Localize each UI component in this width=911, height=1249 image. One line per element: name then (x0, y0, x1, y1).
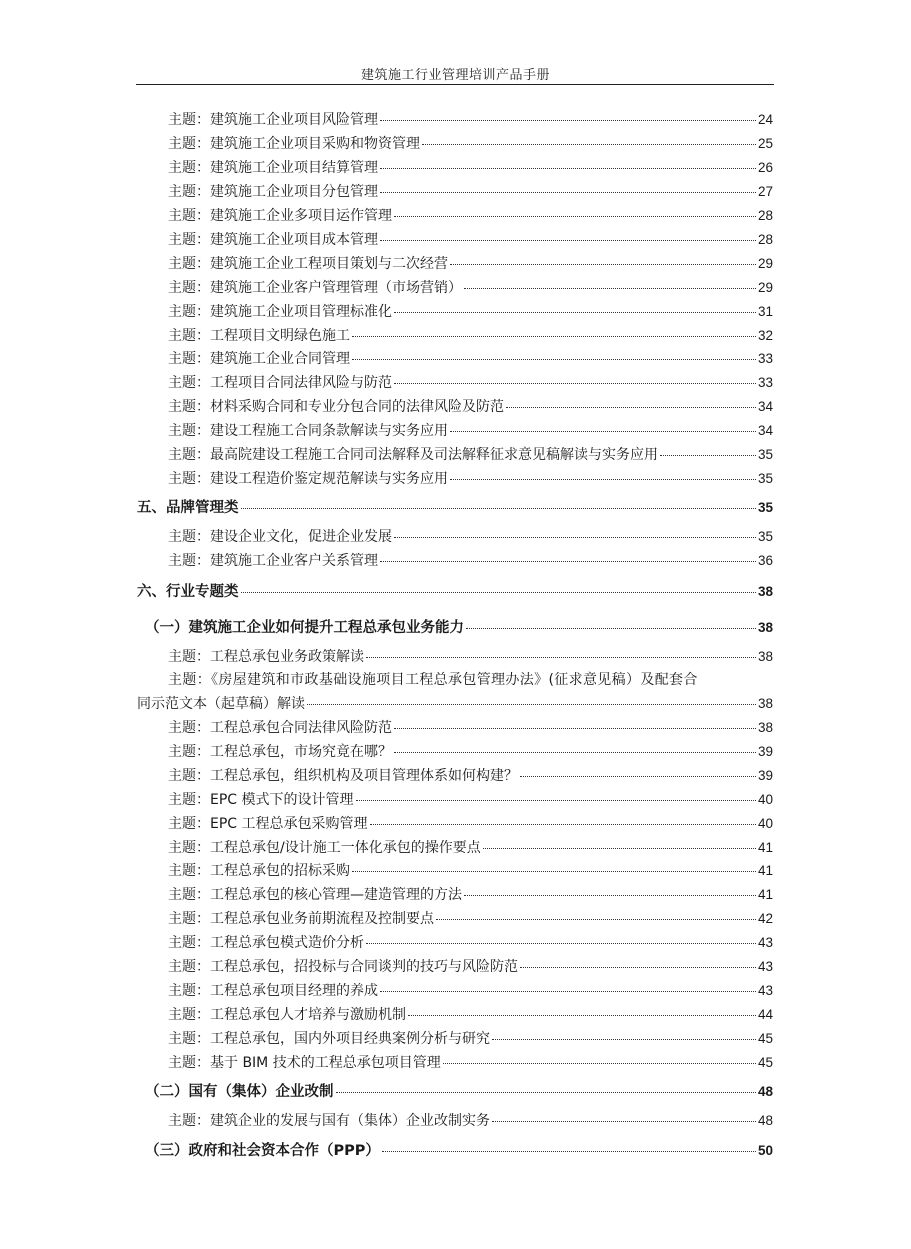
toc-page-number: 41 (757, 863, 773, 878)
toc-entry-title: 主题：建筑施工企业项目分包管理 (168, 184, 378, 200)
toc-entry[interactable] (168, 279, 773, 297)
toc-entry[interactable] (168, 958, 773, 976)
toc-subsection-entry[interactable] (145, 1142, 773, 1160)
toc-page-number: 26 (757, 160, 773, 175)
toc-subsection-entry[interactable] (145, 619, 773, 637)
dot-leader (352, 336, 756, 337)
toc-entry[interactable] (168, 1006, 773, 1024)
running-header-title: 建筑施工行业管理培训产品手册 (360, 68, 550, 83)
toc-entry[interactable] (168, 446, 773, 464)
toc-page-number: 35 (757, 471, 773, 486)
toc-page-number: 31 (757, 304, 773, 319)
toc-entry-title: （一）建筑施工企业如何提升工程总承包业务能力 (145, 620, 464, 636)
toc-page-number: 35 (757, 529, 773, 544)
toc-entry-title: （三）政府和社会资本合作（PPP） (145, 1143, 380, 1159)
toc-entry[interactable] (168, 1030, 773, 1048)
toc-page-number: 38 (757, 620, 773, 635)
dot-leader (450, 479, 756, 480)
toc-entry[interactable] (168, 910, 773, 928)
dot-leader (307, 704, 756, 705)
dot-leader (356, 800, 756, 801)
dot-leader (394, 312, 756, 313)
toc-page-number: 36 (757, 553, 773, 568)
toc-entry[interactable] (168, 111, 773, 129)
toc-page-number: 44 (757, 1007, 773, 1022)
dot-leader (660, 455, 756, 456)
toc-entry[interactable] (168, 470, 773, 488)
dot-leader (382, 1151, 756, 1152)
toc-entry-title: 主题：工程总承包，国内外项目经典案例分析与研究 (168, 1031, 490, 1047)
toc-page-number: 45 (757, 1055, 773, 1070)
toc-entry[interactable] (168, 374, 773, 392)
dot-leader (394, 216, 756, 217)
dot-leader (408, 1015, 756, 1016)
toc-entry-title: 主题：工程总承包的招标采购 (168, 863, 350, 879)
toc-entry[interactable] (168, 231, 773, 249)
dot-leader (436, 919, 756, 920)
dot-leader (492, 1121, 756, 1122)
dot-leader (422, 144, 756, 145)
toc-entry-title: 主题：建筑施工企业项目风险管理 (168, 112, 378, 128)
dot-leader (466, 628, 756, 629)
toc-entry[interactable] (168, 552, 773, 570)
toc-entry[interactable] (168, 648, 773, 666)
toc-entry[interactable] (168, 350, 773, 368)
toc-page-number: 40 (757, 792, 773, 807)
toc-page-number: 43 (757, 959, 773, 974)
toc-entry[interactable] (168, 1054, 773, 1072)
toc-entry-title: 主题：建筑施工企业工程项目策划与二次经营 (168, 256, 448, 272)
toc-page-number: 35 (757, 500, 773, 515)
toc-entry-title: 主题：工程总承包，组织机构及项目管理体系如何构建？ (168, 768, 518, 784)
dot-leader (380, 192, 756, 193)
toc-page-number: 38 (757, 649, 773, 664)
toc-page-number: 38 (757, 720, 773, 735)
dot-leader (450, 431, 756, 432)
toc-entry-title: 主题：EPC 模式下的设计管理 (168, 792, 354, 808)
dot-leader (520, 967, 756, 968)
toc-page-number: 25 (757, 136, 773, 151)
toc-entry-title: 主题：建筑施工企业客户关系管理 (168, 553, 378, 569)
dot-leader (380, 240, 756, 241)
dot-leader (380, 991, 756, 992)
toc-page-number: 27 (757, 184, 773, 199)
dot-leader (380, 168, 756, 169)
toc-subsection-entry[interactable] (145, 1083, 773, 1101)
dot-leader (394, 752, 756, 753)
toc-page-number: 34 (757, 399, 773, 414)
toc-entry-title: 主题：工程总承包业务前期流程及控制要点 (168, 911, 434, 927)
toc-page-number: 32 (757, 328, 773, 343)
toc-page-number: 48 (757, 1113, 773, 1128)
toc-entry-title: 主题：建设工程造价鉴定规范解读与实务应用 (168, 471, 448, 487)
toc-entry-title: （二）国有（集体）企业改制 (145, 1084, 334, 1100)
toc-page-number: 39 (757, 744, 773, 759)
dot-leader (394, 728, 756, 729)
toc-page-number: 39 (757, 768, 773, 783)
toc-entry[interactable] (168, 207, 773, 225)
dot-leader (241, 508, 756, 509)
toc-page-number: 45 (757, 1031, 773, 1046)
toc-page-number: 29 (757, 280, 773, 295)
dot-leader (241, 592, 756, 593)
toc-entry[interactable] (168, 327, 773, 345)
toc-page-number: 42 (757, 911, 773, 926)
toc-entry-wrapped-line2[interactable] (137, 695, 773, 713)
toc-entry[interactable] (168, 767, 773, 785)
toc-entry-title: 主题：工程项目合同法律风险与防范 (168, 375, 392, 391)
toc-entry-title: 主题：工程项目文明绿色施工 (168, 328, 350, 344)
toc-page-number: 41 (757, 887, 773, 902)
toc-entry[interactable] (168, 815, 773, 833)
dot-leader (394, 383, 756, 384)
toc-page-number: 43 (757, 935, 773, 950)
dot-leader (483, 848, 756, 849)
toc-entry-title: 主题：建筑施工企业合同管理 (168, 351, 350, 367)
toc-page-number: 41 (757, 840, 773, 855)
toc-entry-title: 主题：建筑施工企业项目成本管理 (168, 232, 378, 248)
toc-entry[interactable] (168, 982, 773, 1000)
toc-entry-title: 主题：工程总承包，市场究竟在哪？ (168, 744, 392, 760)
toc-entry[interactable] (168, 135, 773, 153)
toc-entry[interactable] (168, 743, 773, 761)
toc-section-entry[interactable] (137, 499, 773, 517)
dot-leader (336, 1092, 756, 1093)
toc-entry-title: 主题：工程总承包合同法律风险防范 (168, 720, 392, 736)
toc-entry[interactable] (168, 183, 773, 201)
toc-entry-title: 主题：工程总承包业务政策解读 (168, 649, 364, 665)
dot-leader (443, 1063, 756, 1064)
toc-entry-title: 主题：工程总承包项目经理的养成 (168, 983, 378, 999)
toc-section-entry[interactable] (137, 583, 773, 601)
toc-entry[interactable] (168, 422, 773, 440)
dot-leader (520, 776, 756, 777)
toc-entry-title: 同示范文本（起草稿）解读 (137, 696, 305, 712)
toc-entry-title: 主题：建设工程施工合同条款解读与实务应用 (168, 423, 448, 439)
toc-entry-title: 主题：建筑施工企业多项目运作管理 (168, 208, 392, 224)
toc-page-number: 24 (757, 112, 773, 127)
toc-entry-title: 主题：工程总承包，招投标与合同谈判的技巧与风险防范 (168, 959, 518, 975)
toc-entry-title: 主题：最高院建设工程施工合同司法解释及司法解释征求意见稿解读与实务应用 (168, 447, 658, 463)
toc-entry[interactable] (168, 862, 773, 880)
toc-entry-title: 主题：建筑企业的发展与国有（集体）企业改制实务 (168, 1113, 490, 1129)
toc-entry-wrapped-line1[interactable]: 主题：《房屋建筑和市政基础设施项目工程总承包管理办法》(征求意见稿）及配套合 (168, 672, 698, 688)
dot-leader (352, 359, 756, 360)
toc-entry-title: 主题：基于 BIM 技术的工程总承包项目管理 (168, 1055, 441, 1071)
toc-entry-title: 主题：建筑施工企业客户管理管理（市场营销） (168, 280, 462, 296)
toc-entry[interactable] (168, 1112, 773, 1130)
toc-page-number: 38 (757, 696, 773, 711)
toc-entry-title: 主题：建筑施工企业项目管理标准化 (168, 304, 392, 320)
toc-entry[interactable] (168, 934, 773, 952)
toc-page-number: 33 (757, 375, 773, 390)
toc-entry[interactable] (168, 886, 773, 904)
dot-leader (492, 1039, 756, 1040)
toc-page-number: 50 (757, 1143, 773, 1158)
toc-entry-title: 主题：EPC 工程总承包采购管理 (168, 816, 368, 832)
toc-page-number: 40 (757, 816, 773, 831)
toc-entry-title: 五、品牌管理类 (137, 500, 239, 516)
toc-entry-title: 主题：建设企业文化，促进企业发展 (168, 529, 392, 545)
dot-leader (366, 657, 756, 658)
toc-entry-title: 主题：建筑施工企业项目结算管理 (168, 160, 378, 176)
toc-entry-title: 主题：工程总承包人才培养与激励机制 (168, 1007, 406, 1023)
toc-entry[interactable] (168, 159, 773, 177)
toc-entry[interactable] (168, 255, 773, 273)
toc-page-number: 35 (757, 447, 773, 462)
toc-page-number: 28 (757, 208, 773, 223)
toc-page-number: 48 (757, 1084, 773, 1099)
dot-leader (464, 288, 756, 289)
dot-leader (506, 407, 756, 408)
dot-leader (380, 561, 756, 562)
toc-page-number: 29 (757, 256, 773, 271)
dot-leader (394, 537, 756, 538)
toc-page-number: 34 (757, 423, 773, 438)
toc-entry[interactable] (168, 398, 773, 416)
toc-page-number: 38 (757, 584, 773, 599)
toc-page-number: 43 (757, 983, 773, 998)
toc-entry-title: 六、行业专题类 (137, 584, 239, 600)
toc-entry[interactable] (168, 719, 773, 737)
toc-entry[interactable] (168, 839, 773, 857)
toc-entry[interactable] (168, 791, 773, 809)
dot-leader (450, 264, 756, 265)
dot-leader (464, 895, 756, 896)
toc-entry-title: 主题：工程总承包/设计施工一体化承包的操作要点 (168, 840, 481, 856)
toc-page-number: 28 (757, 232, 773, 247)
toc-entry[interactable] (168, 303, 773, 321)
dot-leader (380, 120, 756, 121)
dot-leader (366, 943, 756, 944)
toc-entry-title: 主题：工程总承包的核心管理—建造管理的方法 (168, 887, 462, 903)
toc-entry-title: 主题：材料采购合同和专业分包合同的法律风险及防范 (168, 399, 504, 415)
toc-entry-title: 主题：工程总承包模式造价分析 (168, 935, 364, 951)
toc-page-number: 33 (757, 351, 773, 366)
dot-leader (370, 824, 756, 825)
toc-entry-title: 主题：建筑施工企业项目采购和物资管理 (168, 136, 420, 152)
dot-leader (352, 871, 756, 872)
toc-entry[interactable] (168, 528, 773, 546)
